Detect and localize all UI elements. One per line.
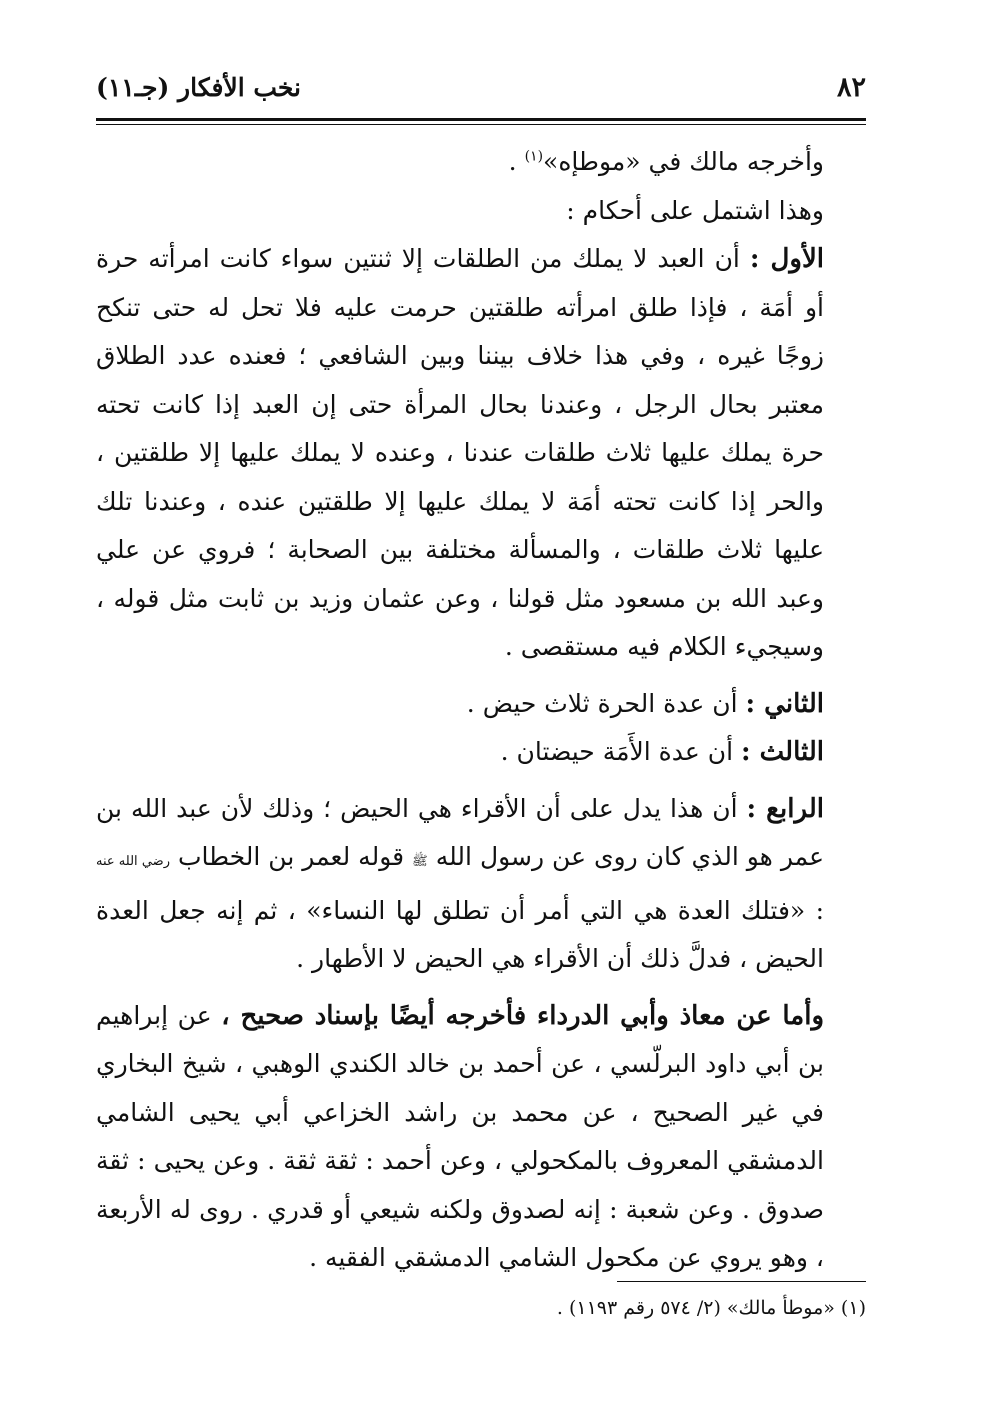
paragraph-second-ruling: الثاني : أن عدة الحرة ثلاث حيض . xyxy=(466,688,824,719)
page-header xyxy=(96,62,866,112)
lead-third: الثالث : xyxy=(740,737,824,767)
paragraph-muadh: وأما عن معاذ وأبي الدرداء فأخرجه أيضًا بإسناد صحيح ، عن إبراهيم بن أبي داود البرلّسي ، عن أحمد بن خالد الكندي الوهبي ، شيخ البخاري في غير الصحيح ، عن محمد بن راشد الخزاعي أبي يحيى الشامي الدمشقي المعروف بالمكحولي ، وعن أحمد : ثقة ثقة . وعن يحيى : ثقة صدوق . وعن شعبة : إنه لصدوق ولكنه شيعي أو قدري . روى له الأربعة ، وهو يروي عن مكحول الشامي الدمشقي الفقيه . xyxy=(96,1000,825,1272)
book-title: نخب الأفكار (جـ١١) xyxy=(96,72,302,102)
main-text xyxy=(96,138,866,1283)
header-rule-thick xyxy=(96,118,866,121)
paragraph-fourth-ruling: الرابع : أن هذا يدل على أن الأقراء هي الحيض ؛ وذلك لأن عبد الله بن عمر هو الذي كان روى عن رسول الله ﷺ قوله لعمر بن الخطاب رضي الله عنه : «فتلك العدة هي التي أمر أن تطلق لها النساء» ، ثم إنه جعل العدة الحيض ، فدلَّ ذلك أن الأقراء هي الحيض لا الأطهار . xyxy=(96,793,824,973)
salutation-companion: رضي الله عنه xyxy=(96,854,170,869)
paragraph-rulings-intro: وهذا اشتمل على أحكام : xyxy=(566,195,824,225)
paragraph-third-ruling: الثالث : أن عدة الأَمَة حيضتان . xyxy=(500,737,824,767)
paragraph-muwatta: وأخرجه مالك في «موطإه»$^{(١)}$ . xyxy=(508,147,824,176)
paragraph-first-ruling: الأول : أن العبد لا يملك من الطلقات إلا ثنتين سواء كانت امرأته حرة أو أمَة ، فإذا طلق امرأته طلقتين حرمت عليه فلا تحل له حتى تنكح زوجًا غيره ، وفي هذا خلاف بيننا وبين الشافعي ؛ فعنده عدد الطلاق معتبر بحال الرجل ، وعندنا بحال المرأة حتى إن العبد إذا كانت تحته حرة يملك عليها ثلاث طلقات عندنا ، وعنده لا يملك عليها إلا طلقتين ، والحر إذا كانت تحته أمَة لا يملك عليها إلا طلقتين عنده ، وعندنا تلك عليها ثلاث طلقات ، والمسألة مختلفة بين الصحابة ؛ فروي عن علي وعبد الله بن مسعود مثل قولنا ، وعن عثمان وزيد بن ثابت مثل قوله ، وسيجيء الكلام فيه مستقصى . xyxy=(96,244,824,661)
lead-first: الأول : xyxy=(749,244,824,274)
footnote: (١) «موطأ مالك» (٢/ ٥٧٤ رقم ١١٩٣) . xyxy=(556,1297,866,1319)
footnote-ref: (١) xyxy=(524,148,544,165)
page-number: ٨٢ xyxy=(836,71,866,103)
lead-fourth: الرابع : xyxy=(746,793,824,824)
header-rule-thin xyxy=(96,124,866,125)
lead-muadh: وأما عن معاذ وأبي الدرداء فأخرجه أيضًا بإسناد صحيح ، xyxy=(221,1000,825,1031)
salutation-prophet: ﷺ xyxy=(412,854,428,869)
footnote-rule xyxy=(617,1281,866,1282)
lead-second: الثاني : xyxy=(745,688,824,719)
